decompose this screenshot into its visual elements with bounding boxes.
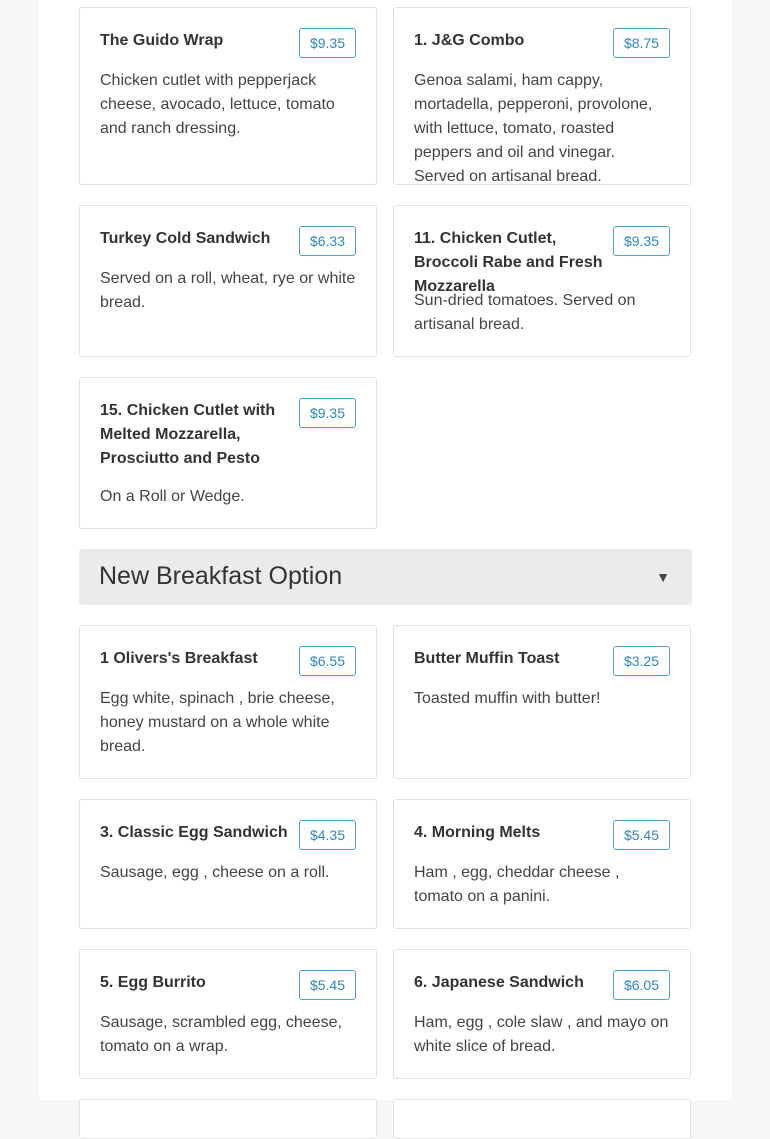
menu-item-description: Served on a roll, wheat, rye or white bread. (100, 270, 356, 311)
menu-item-price-button[interactable]: $4.35 (299, 820, 356, 850)
menu-item-description: Ham, egg , cole slaw , and mayo on white slice of bread. (414, 1014, 669, 1055)
menu-item-description: Egg white, spinach , brie cheese, honey mustard on a whole white bread. (100, 690, 335, 755)
menu-item-card[interactable] (393, 799, 691, 929)
menu-item-name: 1. J&G Combo (414, 32, 525, 49)
menu-item-price-button[interactable]: $6.05 (613, 970, 670, 1000)
menu-item-price-button[interactable]: $9.35 (299, 28, 356, 58)
menu-item-card[interactable] (79, 7, 377, 185)
menu-item-name: 5. Egg Burrito (100, 974, 206, 991)
menu-item-card[interactable] (79, 949, 377, 1079)
menu-item-price-button[interactable]: $6.55 (299, 646, 356, 676)
menu-item-price-button[interactable]: $5.45 (299, 970, 356, 1000)
menu-item-price-button[interactable]: $3.25 (613, 646, 670, 676)
menu-item-name: 15. Chicken Cutlet with Melted Mozzarella, Prosciutto and Pesto (100, 402, 276, 467)
menu-item-description: Sun-dried tomatoes. Served on artisanal bread. (414, 292, 636, 333)
menu-item-card[interactable] (79, 377, 377, 529)
menu-item-description: Chicken cutlet with pepperjack cheese, avocado, lettuce, tomato and ranch dressing. (100, 72, 335, 137)
menu-item-name: 11. Chicken Cutlet, Broccoli Rabe and Fresh Mozzarella (414, 230, 603, 295)
menu-item-card[interactable] (393, 205, 691, 357)
menu-item-card[interactable] (79, 1099, 377, 1139)
menu-item-price-button[interactable]: $6.33 (299, 226, 356, 256)
menu-item-name: Turkey Cold Sandwich (100, 230, 271, 247)
menu-item-price-button[interactable]: $9.35 (613, 226, 670, 256)
menu-item-card[interactable] (79, 205, 377, 357)
menu-item-name: 4. Morning Melts (414, 824, 541, 841)
menu-item-description: Sausage, egg , cheese on a roll. (100, 864, 330, 881)
menu-item-description: Sausage, scrambled egg, cheese, tomato on a wrap. (100, 1014, 342, 1055)
menu-item-price-button[interactable]: $9.35 (299, 398, 356, 428)
menu-item-card[interactable] (79, 625, 377, 779)
menu-item-name: The Guido Wrap (100, 32, 224, 49)
section-title: New Breakfast Option (99, 562, 343, 590)
menu-item-name: 6. Japanese Sandwich (414, 974, 584, 991)
menu-item-card[interactable] (79, 799, 377, 929)
menu-item-description: On a Roll or Wedge. (100, 488, 245, 505)
menu-item-description: Genoa salami, ham cappy, mortadella, pepperoni, provolone, with lettuce, tomato, roasted peppers and oil and vinegar. Served on artisanal bread. (414, 72, 653, 185)
breakfast-section-header[interactable] (79, 549, 692, 605)
menu-item-name: Butter Muffin Toast (414, 650, 560, 667)
menu-item-card[interactable] (393, 949, 691, 1079)
menu-item-price-button[interactable]: $8.75 (613, 28, 670, 58)
menu-item-card[interactable] (393, 7, 691, 185)
menu-item-card[interactable] (393, 1099, 691, 1139)
chevron-down-icon[interactable]: ▼ (656, 569, 670, 585)
menu-item-name: 3. Classic Egg Sandwich (100, 824, 288, 841)
menu-item-name: 1 Olivers's Breakfast (100, 650, 258, 667)
menu-item-description: Toasted muffin with butter! (414, 690, 601, 707)
menu-item-card[interactable] (393, 625, 691, 779)
menu-item-description: Ham , egg, cheddar cheese , tomato on a panini. (414, 864, 620, 905)
menu-item-price-button[interactable]: $5.45 (613, 820, 670, 850)
